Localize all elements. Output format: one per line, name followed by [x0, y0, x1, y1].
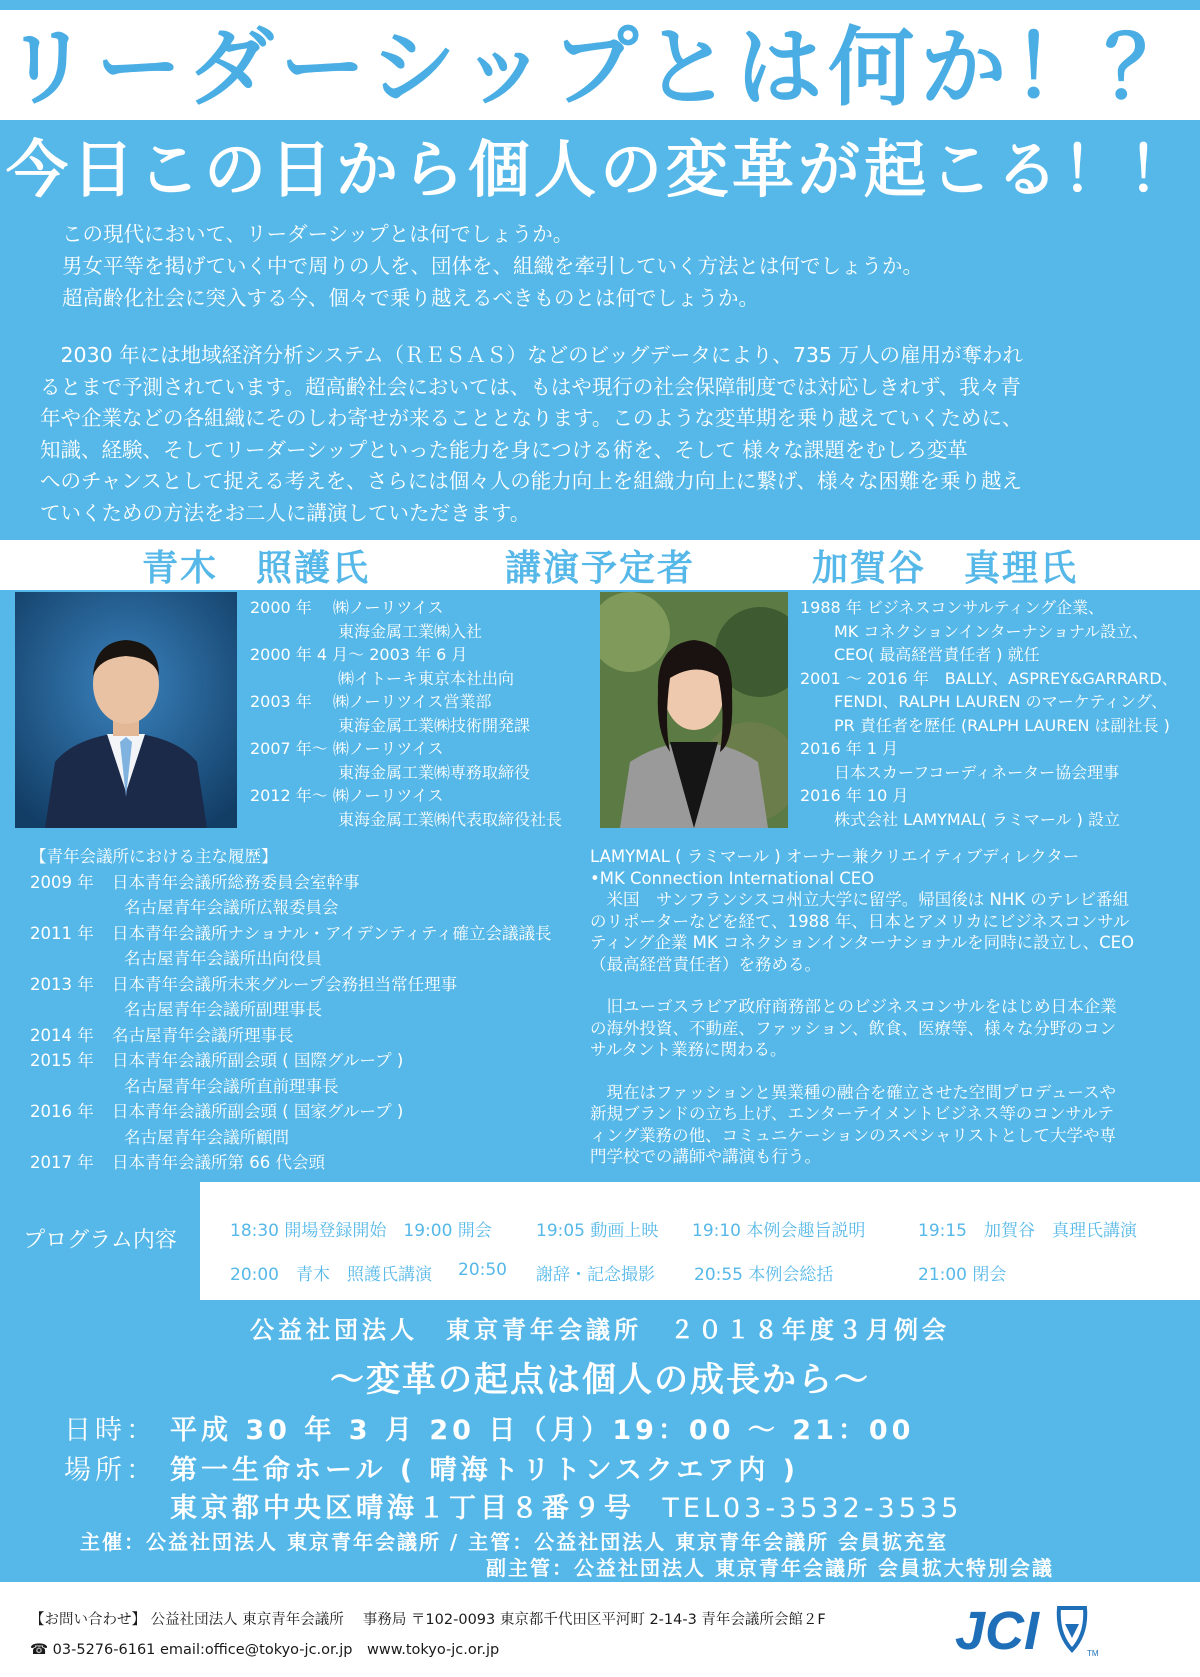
profile-line: のリポーターなどを経て、1988 年、日本とアメリカにビジネスコンサル [590, 911, 1130, 931]
career-line: 東海金属工業㈱代表取締役社長 [338, 809, 563, 829]
profile-line: （最高経営責任者）を務める。 [590, 954, 821, 974]
history-text: 名古屋青年会議所副理事長 [124, 1000, 322, 1019]
body-line: 2030 年には地域経済分析システム（ＲＥＳＡＳ）などのビッグデータにより、735 万人の雇用が奪われ [40, 343, 1023, 367]
program-item: 19:05 動画上映 [536, 1221, 659, 1241]
profile-line: ティング企業 MK コネクションインターナショナルを同時に設立し、CEO [590, 933, 1135, 952]
program-schedule [200, 1182, 1200, 1300]
jci-tm-mark: TM [1087, 1649, 1099, 1658]
history-text: 日本青年会議所総務委員会室幹事 [112, 872, 360, 892]
kagaya-profile [590, 846, 1170, 1168]
program-item: 20:50 [458, 1260, 507, 1280]
program-item: 18:30 開場登録開始 19:00 開会 [230, 1221, 492, 1241]
history-row [30, 870, 552, 896]
top-accent-strip [0, 0, 1200, 10]
event-address-row [170, 1486, 962, 1525]
aoki-portrait-illustration [15, 592, 237, 828]
profile-line: の海外投資、不動産、ファッション、飲食、医療等、様々な分野のコン [590, 1018, 1117, 1038]
jci-logo-text: JCI [955, 1601, 1040, 1661]
career-line: 2003 年 ㈱ノーリツイス営業部 [250, 692, 492, 711]
history-text: 名古屋青年会議所広報委員会 [124, 898, 339, 917]
program-item: 謝辞・記念撮影 [536, 1265, 655, 1285]
career-line: 2012 年～ ㈱ノーリツイス [250, 786, 444, 805]
career-line: 東海金属工業㈱入社 [338, 621, 483, 641]
event-address: 東京都中央区晴海１丁目８番９号 [170, 1493, 635, 1524]
career-line: MK コネクションインターナショナル設立、 [834, 621, 1149, 641]
profile-line: 新規ブランドの立ち上げ、エンターテイメントビジネス等のコンサルテ [590, 1104, 1115, 1123]
event-place-row [64, 1448, 799, 1487]
history-text: 日本青年会議所副会頭 ( 国際グループ ) [112, 1051, 404, 1070]
program-item: 20:00 青木 照護氏講演 [230, 1265, 432, 1285]
history-row [30, 921, 552, 947]
contact-info: 【お問い合わせ】 公益社団法人 東京青年会議所 事務局 〒102-0093 東京都千代田区平河町 2-14-3 青年会議所会館２F [30, 1612, 826, 1628]
body-line: へのチャンスとして捉える考えを、さらには個々人の能力向上を組織力向上に繋げ、様々な困難を乗り越え [40, 469, 1022, 493]
event-tagline: ～変革の起点は個人の成長から～ [330, 1360, 870, 1400]
event-date-row [64, 1408, 914, 1447]
body-line: ていくための方法をお二人に講演していただきます。 [40, 500, 531, 525]
history-row [30, 1150, 552, 1176]
program-item: 19:10 本例会趣旨説明 [692, 1221, 866, 1241]
profile-spacer [590, 1061, 1170, 1082]
main-title: リーダーシップとは何か！？ [3, 18, 1197, 118]
career-line: 株式会社 LAMYMAL( ラミマール ) 設立 [834, 809, 1120, 829]
profile-line: 旧ユーゴスラビア政府商務部とのビジネスコンサルをはじめ日本企業 [590, 997, 1117, 1016]
jci-shield-mark-icon [1065, 1624, 1079, 1638]
history-year: 2009 年 [30, 872, 94, 892]
history-row [30, 997, 552, 1023]
history-heading: 【青年会議所における主な履歴】 [30, 847, 278, 866]
history-year: 2016 年 [30, 1102, 94, 1121]
history-row [30, 946, 552, 972]
history-text: 名古屋青年会議所出向役員 [124, 949, 322, 968]
career-line: 1988 年 ビジネスコンサルティング企業、 [800, 598, 1105, 617]
date-label: 日時： [64, 1415, 157, 1446]
program-item: 20:55 本例会総括 [694, 1265, 834, 1285]
intro-line: 超高齢化社会に突入する今、個々で乗り越えるべきものとは何でしょうか。 [62, 286, 759, 310]
profile-line: 米国 サンフランシスコ州立大学に留学。帰国後は NHK のテレビ番組 [590, 890, 1129, 909]
body-line: るとまで予測されています。超高齢社会においては、もはや現行の社会保障制度では対応しきれず、我々青 [40, 374, 1021, 399]
event-tel: TEL03-3532-3535 [662, 1493, 963, 1524]
program-item: 21:00 閉会 [918, 1265, 1007, 1285]
speaker-name-kagaya: 加賀谷 真理氏 [812, 548, 1079, 589]
career-line: 2016 年 10 月 [800, 786, 909, 805]
career-line: PR 責任者を歴任 (RALPH LAUREN は副社長 ) [834, 715, 1170, 735]
history-row [30, 1048, 552, 1074]
program-label: プログラム内容 [0, 1182, 200, 1300]
career-line: 2000 年 ㈱ノーリツイス [250, 598, 444, 617]
career-line: 2001 ～ 2016 年 BALLY、ASPREY&GARRARD、 [800, 668, 1178, 688]
career-line: 2007 年～ ㈱ノーリツイス [250, 739, 444, 758]
history-text: 日本青年会議所副会頭 ( 国家グループ ) [112, 1102, 404, 1121]
career-line: 東海金属工業㈱技術開発課 [338, 715, 531, 735]
history-row [30, 895, 552, 921]
event-place: 第一生命ホール ( 晴海トリトンスクエア内 ) [170, 1455, 799, 1486]
history-text: 日本青年会議所第 66 代会頭 [112, 1153, 325, 1172]
contact-phone-web[interactable]: ☎ 03-5276-6161 email:office@tokyo-jc.or.jp www.tokyo-jc.or.jp [30, 1642, 500, 1658]
intro-line: この現代において、リーダーシップとは何でしょうか。 [62, 222, 574, 246]
history-row [30, 972, 552, 998]
event-cohost: 副主管：公益社団法人 東京青年会議所 会員拡大特別会議 [486, 1556, 1054, 1580]
body-line: 知識、経験、そしてリーダーシップといった能力を身につける術を、そして 様々な課題をむしろ変革 [40, 437, 968, 462]
history-text: 名古屋青年会議所直前理事長 [124, 1076, 339, 1096]
aoki-career [250, 596, 562, 831]
aoki-photo [15, 592, 237, 828]
profile-line: •MK Connection International CEO [590, 868, 875, 888]
jci-logo [955, 1594, 1105, 1664]
history-text: 名古屋青年会議所理事長 [112, 1025, 294, 1045]
intro-text [62, 218, 1162, 314]
event-org-title: 公益社団法人 東京青年会議所 ２０１８年度３月例会 [250, 1316, 950, 1344]
history-row [30, 1074, 552, 1100]
profile-line: LAMYMAL ( ラミマール ) オーナー兼クリエイティブディレクター [590, 847, 1080, 866]
career-line: 2016 年 1 月 [800, 739, 899, 758]
body-text [40, 340, 1170, 529]
event-host: 主催：公益社団法人 東京青年会議所 / 主管：公益社団法人 東京青年会議所 会員拡充室 [80, 1530, 949, 1554]
kagaya-photo [600, 592, 788, 828]
profile-line: サルタント業務に関わる。 [590, 1040, 787, 1059]
kagaya-portrait-illustration [600, 592, 788, 828]
speakers-label: 講演予定者 [505, 548, 696, 589]
history-year: 2013 年 [30, 974, 94, 994]
history-year: 2011 年 [30, 923, 94, 943]
event-date: 平成 30 年 3 月 20 日（月）19：00 ～ 21：00 [170, 1415, 915, 1446]
history-year: 2015 年 [30, 1051, 94, 1070]
career-line: CEO( 最高経営責任者 ) 就任 [834, 645, 1040, 664]
history-year: 2014 年 [30, 1025, 94, 1045]
speaker-name-aoki: 青木 照護氏 [142, 548, 371, 589]
footer [0, 1582, 1200, 1677]
career-line: FENDI、RALPH LAUREN のマーケティング、 [834, 692, 1168, 711]
career-line: 東海金属工業㈱専務取締役 [338, 762, 531, 782]
history-row [30, 1099, 552, 1125]
program-item: 19:15 加賀谷 真理氏講演 [918, 1221, 1137, 1241]
subtitle: 今日この日から個人の変革が起こる！！ [5, 133, 1194, 206]
profile-line: 門学校での講師や講演も行う。 [590, 1147, 821, 1166]
place-label: 場所： [64, 1455, 157, 1486]
history-year: 2017 年 [30, 1153, 94, 1172]
profile-line: 現在はファッションと異業種の融合を確立させた空間プロデュースや [590, 1082, 1117, 1102]
kagaya-career [800, 596, 1178, 831]
history-text: 日本青年会議所未来グループ会務担当常任理事 [112, 974, 458, 994]
career-line: ㈱イトーキ東京本社出向 [338, 668, 515, 688]
body-line: 年や企業などの各組織にそのしわ寄せが来ることとなります。このような変革期を乗り越えていくために、 [40, 406, 1023, 430]
history-row [30, 1023, 552, 1049]
career-line: 日本スカーフコーディネーター協会理事 [834, 762, 1120, 782]
history-row [30, 1125, 552, 1151]
career-line: 2000 年 4 月～ 2003 年 6 月 [250, 645, 468, 664]
profile-line: ィング業務の他、コミュニケーションのスペシャリストとして大学や専 [590, 1125, 1117, 1145]
jc-history [30, 844, 552, 1176]
history-text: 名古屋青年会議所顧問 [124, 1127, 289, 1147]
history-text: 日本青年会議所ナショナル・アイデンティティ確立会議議長 [112, 923, 552, 943]
intro-line: 男女平等を掲げていく中で周りの人を、団体を、組織を牽引していく方法とは何でしょうか。 [62, 254, 923, 278]
profile-spacer [590, 975, 1170, 996]
